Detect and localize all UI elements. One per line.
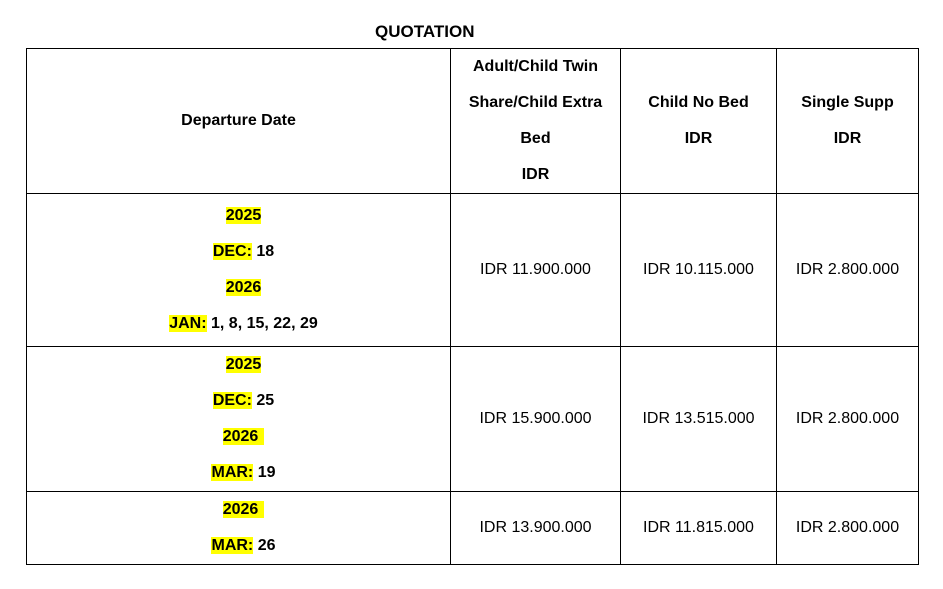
month-label: MAR: [211, 537, 254, 554]
year-label: 2025 [225, 356, 262, 373]
header-label: Bed [520, 130, 551, 147]
date-line [37, 528, 450, 564]
day-list: 1, 8, 15, 22, 29 [206, 315, 318, 332]
day-list: 19 [253, 464, 276, 481]
table-row [27, 194, 919, 347]
departure-dates-cell [27, 347, 451, 492]
table-row [27, 492, 919, 565]
header-label: Adult/Child Twin [472, 58, 598, 75]
date-line [37, 383, 450, 419]
header-departure-date [27, 49, 451, 194]
quotation-table [26, 48, 919, 565]
table-row [27, 347, 919, 492]
month-label: JAN: [169, 315, 207, 332]
header-currency: IDR [521, 166, 550, 183]
month-label: MAR: [211, 464, 254, 481]
child-no-bed-price-cell: IDR 10.115.000 [621, 194, 777, 347]
child-no-bed-price-cell: IDR 11.815.000 [621, 492, 777, 565]
header-adult-child-twin-share [451, 49, 621, 194]
date-line [37, 492, 450, 528]
year-label: 2025 [225, 207, 262, 224]
date-line [37, 419, 450, 455]
day-list: 18 [251, 243, 275, 260]
adult-price-cell: IDR 13.900.000 [451, 492, 621, 565]
header-single-supp [777, 49, 919, 194]
single-supp-price-cell: IDR 2.800.000 [777, 347, 919, 492]
year-label: 2026 [223, 428, 265, 445]
single-supp-price-cell: IDR 2.800.000 [777, 194, 919, 347]
date-line [37, 306, 450, 342]
single-supp-price-cell: IDR 2.800.000 [777, 492, 919, 565]
departure-dates-cell [27, 492, 451, 565]
header-label: Single Supp [801, 94, 894, 111]
month-label: DEC: [212, 392, 252, 409]
date-line [37, 455, 450, 491]
date-line [37, 198, 450, 234]
date-line [37, 347, 450, 383]
departure-dates-cell [27, 194, 451, 347]
quotation-title: QUOTATION [375, 22, 475, 41]
date-line [37, 270, 450, 306]
adult-price-cell: IDR 15.900.000 [451, 347, 621, 492]
year-label: 2026 [225, 279, 262, 296]
header-currency: IDR [833, 130, 862, 147]
header-label: Departure Date [181, 112, 296, 129]
year-label: 2026 [223, 501, 265, 518]
day-list: 25 [251, 392, 275, 409]
header-child-no-bed [621, 49, 777, 194]
adult-price-cell: IDR 11.900.000 [451, 194, 621, 347]
header-label: Child No Bed [648, 94, 749, 111]
header-label: Share/Child Extra [468, 94, 603, 111]
header-currency: IDR [684, 130, 713, 147]
table-header-row [27, 49, 919, 194]
date-line [37, 234, 450, 270]
child-no-bed-price-cell: IDR 13.515.000 [621, 347, 777, 492]
month-label: DEC: [212, 243, 252, 260]
day-list: 26 [253, 537, 276, 554]
